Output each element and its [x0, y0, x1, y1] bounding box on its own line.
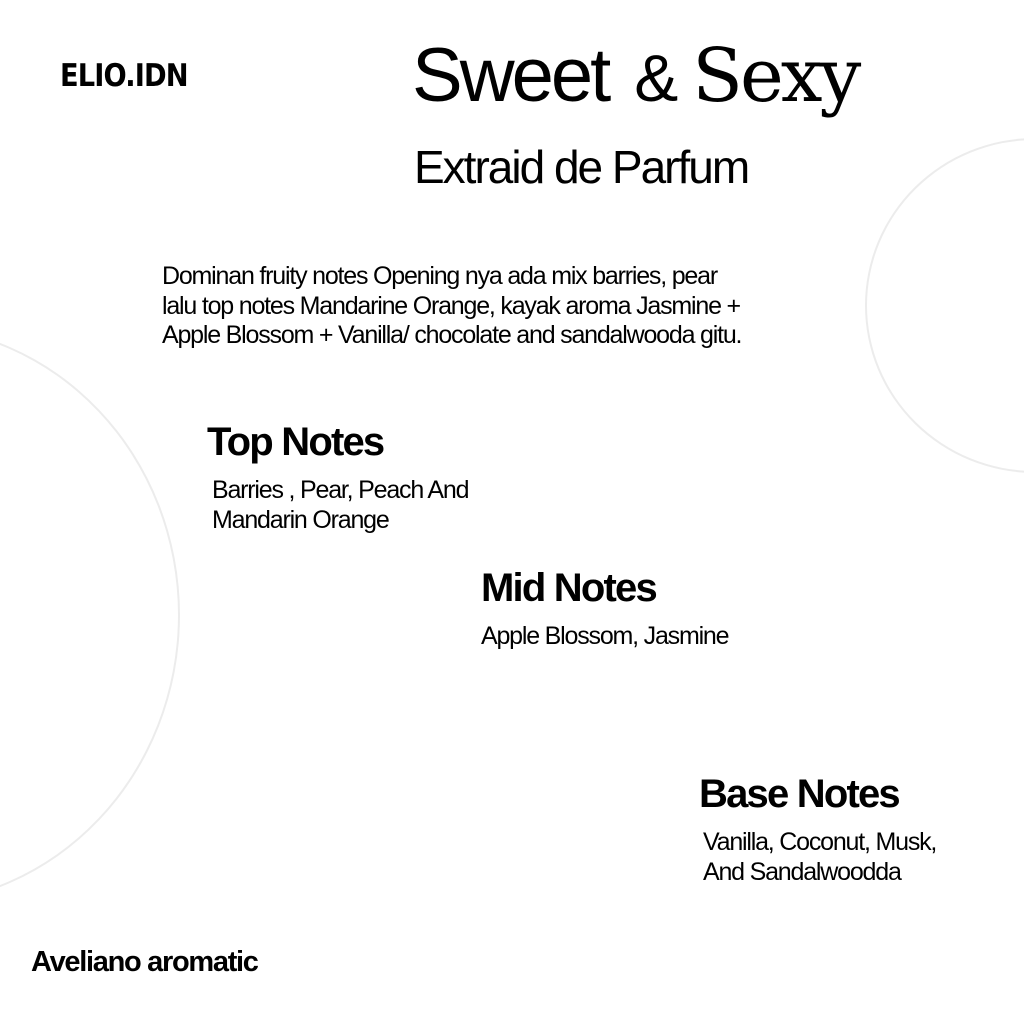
title-sweet: Sweet: [412, 33, 609, 118]
top-notes-heading: Top Notes: [207, 420, 384, 464]
product-title: [412, 33, 859, 119]
title-sexy: Sexy: [692, 33, 859, 119]
top-notes-list: [212, 475, 522, 535]
product-subtitle: Extraid de Parfum: [414, 141, 749, 193]
base-notes-line: Vanilla, Coconut, Musk,: [703, 828, 937, 856]
brand-name: ELIO.IDN: [60, 58, 188, 94]
mid-notes-list: [481, 621, 811, 651]
description-line: lalu top notes Mandarine Orange, kayak aroma Jasmine +: [162, 291, 740, 320]
decorative-circle-left: [0, 325, 180, 905]
top-notes-line: Mandarin Orange: [212, 506, 389, 534]
top-notes-line: Barries , Pear, Peach And: [212, 476, 469, 504]
footer-label: Aveliano aromatic: [31, 946, 258, 978]
title-ampersand: &: [634, 41, 679, 115]
decorative-circle-right: [865, 138, 1024, 473]
mid-notes-line: Apple Blossom, Jasmine: [481, 622, 729, 650]
base-notes-list: [703, 827, 1003, 887]
base-notes-line: And Sandalwoodda: [703, 858, 901, 886]
product-description: [162, 262, 862, 351]
mid-notes-heading: Mid Notes: [481, 566, 656, 610]
base-notes-heading: Base Notes: [699, 772, 899, 816]
description-line: Apple Blossom + Vanilla/ chocolate and sandalwooda gitu.: [162, 321, 742, 349]
description-line: Dominan fruity notes Opening nya ada mix barries, pear: [162, 262, 717, 290]
